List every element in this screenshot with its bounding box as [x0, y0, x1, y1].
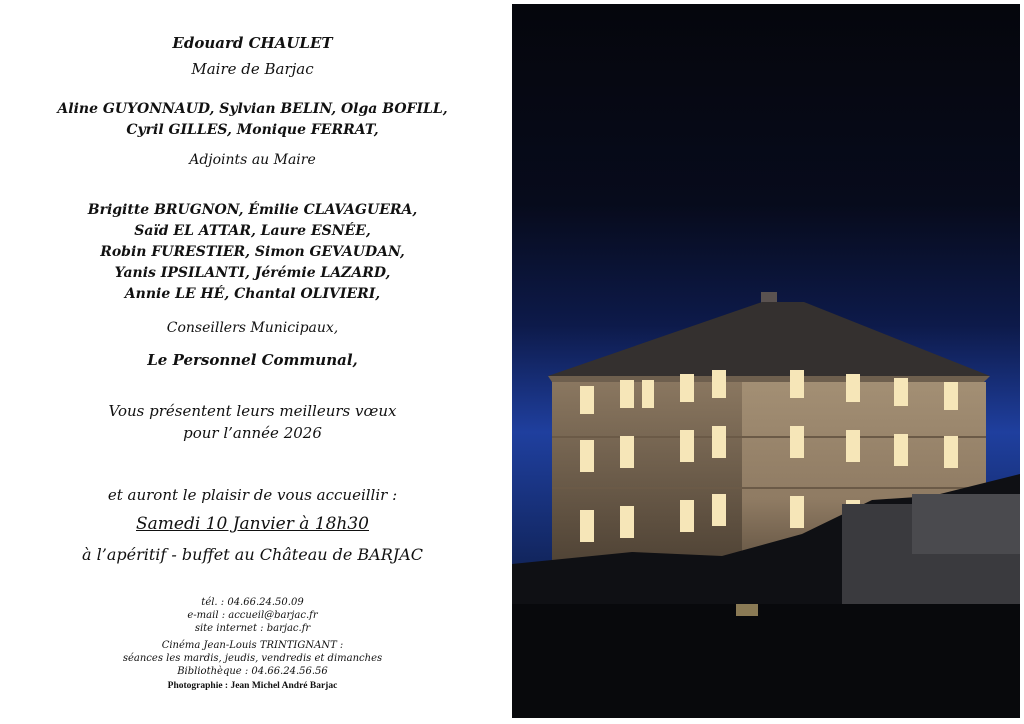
cinema-line: Cinéma Jean-Louis TRINTIGNANT : — [161, 640, 344, 651]
invitation-text-panel — [0, 0, 505, 724]
date-line: Samedi 10 Janvier à 18h30 — [135, 514, 369, 534]
conseiller-line-4: Yanis IPSILANTI, Jérémie LAZARD, — [114, 265, 391, 281]
lieu-line: à l’apéritif - buffet au Château de BARJAC — [82, 545, 423, 564]
adjoints-line-2: Cyril GILLES, Monique FERRAT, — [126, 122, 379, 138]
voeux-line-1: Vous présentent leurs meilleurs vœux — [108, 402, 397, 420]
adjoints-title: Adjoints au Maire — [189, 152, 316, 168]
mayor-name: Edouard CHAULET — [172, 34, 333, 52]
photo-credit: Photographie : Jean Michel André Barjac — [167, 681, 338, 691]
conseiller-line-1: Brigitte BRUGNON, Émilie CLAVAGUERA, — [87, 202, 418, 218]
conseiller-line-3: Robin FURESTIER, Simon GEVAUDAN, — [100, 244, 405, 260]
contact-site: site internet : barjac.fr — [194, 623, 311, 634]
contact-tel: tél. : 04.66.24.50.09 — [201, 597, 304, 608]
personnel-line: Le Personnel Communal, — [147, 351, 358, 369]
conseillers-title: Conseillers Municipaux, — [166, 320, 339, 336]
contact-email: e-mail : accueil@barjac.fr — [187, 610, 318, 621]
voeux-line-2: pour l’année 2026 — [183, 424, 322, 442]
adjoints-line-1: Aline GUYONNAUD, Sylvian BELIN, Olga BOFILL, — [57, 101, 448, 117]
chateau-night-photo — [512, 4, 1020, 718]
mayor-title: Maire de Barjac — [191, 60, 314, 78]
seances-line: séances les mardis, jeudis, vendredis et dimanches — [122, 653, 383, 664]
accueil-line: et auront le plaisir de vous accueillir : — [107, 486, 398, 504]
conseiller-line-5: Annie LE HÉ, Chantal OLIVIERI, — [124, 286, 381, 302]
conseiller-line-2: Saïd EL ATTAR, Laure ESNÉE, — [134, 223, 371, 239]
bibliotheque-line: Bibliothèque : 04.66.24.56.56 — [177, 666, 328, 677]
